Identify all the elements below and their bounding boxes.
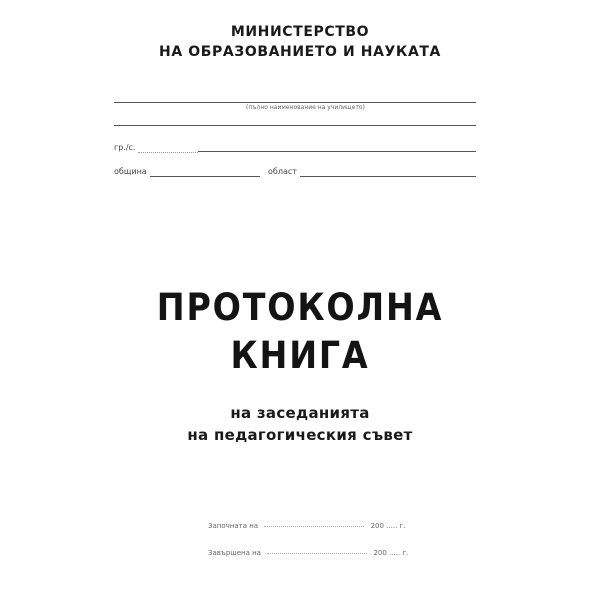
- finished-year: 200 ..... г.: [373, 549, 409, 557]
- subtitle-line-2: на педагогическия съвет: [187, 426, 413, 444]
- started-label: Започната на: [208, 522, 259, 530]
- ministry-line-1: МИНИСТЕРСТВО: [230, 24, 370, 40]
- region-label: област: [268, 167, 297, 176]
- ministry-line-2: НА ОБРАЗОВАНИЕТО И НАУКАТА: [159, 44, 441, 60]
- subtitle-line-1: на заседанията: [230, 404, 370, 422]
- ministry-header: [0, 22, 600, 62]
- region-line: [300, 176, 476, 177]
- school-name-caption: (пълно наименование на училището): [246, 104, 365, 111]
- started-dots: [264, 526, 364, 527]
- title-line-2: КНИГА: [230, 334, 370, 377]
- municipality-label: община: [114, 167, 147, 176]
- municipality-line: [150, 176, 260, 177]
- started-row: [208, 522, 405, 530]
- finished-dots: [267, 553, 367, 554]
- finished-row: [208, 549, 408, 557]
- finished-label: Завършена на: [208, 549, 261, 557]
- title-line-1: ПРОТОКОЛНА: [156, 286, 444, 329]
- school-name-line-2: [114, 125, 476, 126]
- city-line-dotted: [138, 152, 198, 153]
- city-line: [198, 151, 476, 152]
- started-year: 200 ..... г.: [370, 522, 406, 530]
- school-name-line-1: [114, 102, 476, 103]
- city-label: гр./с.: [114, 143, 136, 152]
